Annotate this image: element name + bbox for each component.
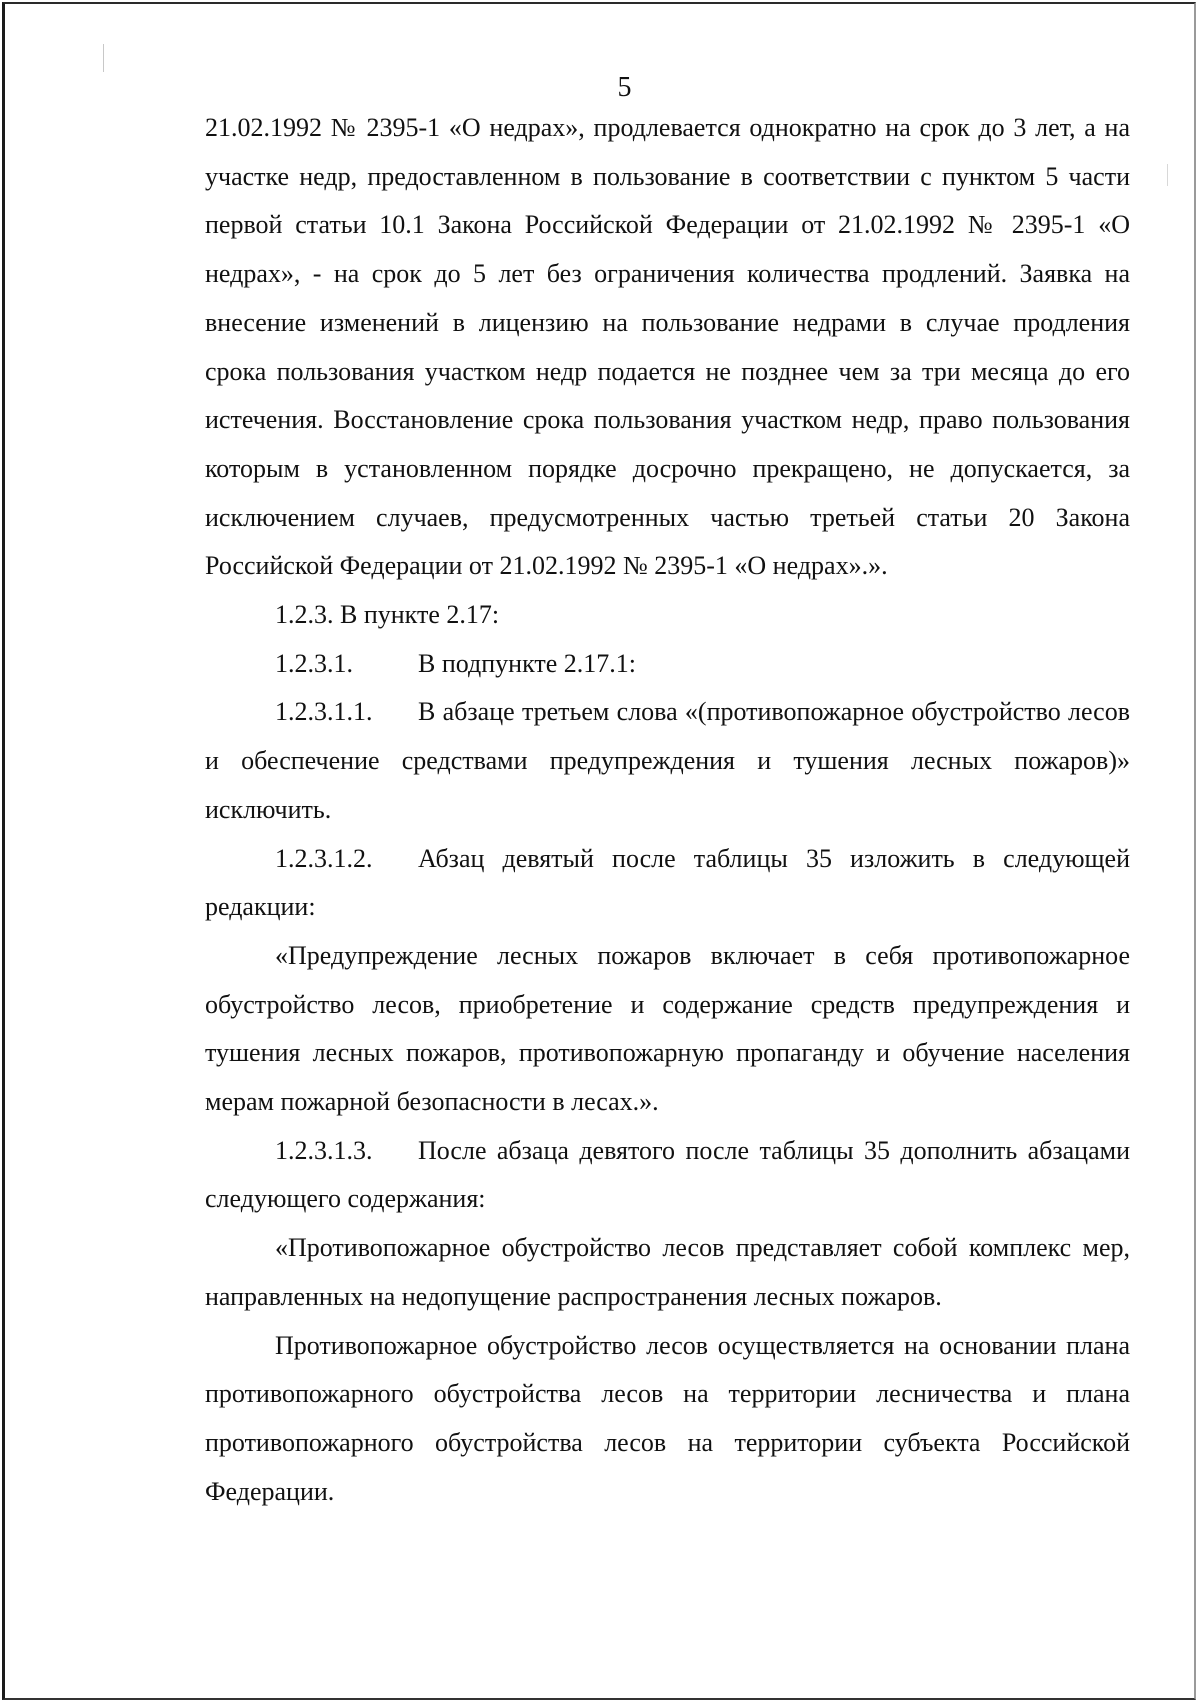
- scan-artifact: [1167, 164, 1168, 186]
- paragraph-quoted-text: «Противопожарное обустройство лесов представляет собой комплекс мер, направленных на недопущение распространения лесных пожаров.: [205, 1233, 1130, 1311]
- paragraph-body: Противопожарное обустройство лесов осуществляется на основании плана противопожарного обустройства лесов на территории лесничества и плана противопожарного обустройства лесов на территории субъекта Российской Федерации.: [205, 1330, 1130, 1506]
- item-text: После абзаца девятого после таблицы 35 дополнить абзацами следующего содержания:: [205, 1135, 1130, 1214]
- scan-artifact: [103, 44, 104, 72]
- paragraph-quoted-text: «Предупреждение лесных пожаров включает в себя противопожарное обустройство лесов, приобретение и содержание средств предупреждения и тушения лесных пожаров, противопожарную пропаганду и обучение населения мерам пожарной безопасности в лесах.».: [205, 940, 1130, 1117]
- paragraph-item-1-2-3-1-1: [205, 688, 1130, 834]
- page-number: 5: [617, 72, 632, 103]
- document-body: [205, 104, 1130, 1516]
- item-text: В абзаце третьем слова «(противопожарное обустройство лесов и обеспечение средствами предупреждения и тушения лесных пожаров)» исключить.: [205, 697, 1130, 824]
- paragraph-item-1-2-3-1: [205, 640, 1130, 689]
- item-number: 1.2.3.1.2.: [275, 843, 373, 873]
- item-number: 1.2.3.1.1.: [275, 697, 373, 727]
- item-number: 1.2.3.1.3.: [275, 1135, 373, 1165]
- paragraph-continuation: 21.02.1992 № 2395-1 «О недрах», продлевается однократно на срок до 3 лет, а на участке недр, предоставленном в пользование в соответствии с пунктом 5 части первой статьи 10.1 Закона Российской Федерации от 21.02.1992 № 2395-1 «О недрах», - на срок до 5 лет без ограничения количества продлений. Заявка на внесение изменений в лицензию на пользование недрами в случае продления срока пользования участком недр подается не позднее чем за три месяца до его истечения. Восстановление срока пользования участком недр, право пользования которым в установленном порядке досрочно прекращено, не допускается, за исключением случаев, предусмотренных частью третьей статьи 20 Закона Российской Федерации от 21.02.1992 № 2395-1 «О недрах».».: [205, 113, 1130, 581]
- item-number: 1.2.3.1.: [275, 648, 353, 678]
- paragraph-item-1-2-3-1-3: [205, 1127, 1130, 1224]
- paragraph-item-1-2-3-1-2: [205, 835, 1130, 932]
- document-page: [2, 2, 1196, 1700]
- paragraph-item-1-2-3: 1.2.3. В пункте 2.17:: [275, 600, 500, 630]
- item-text: В подпункте 2.17.1:: [418, 648, 636, 678]
- item-text: Абзац девятый после таблицы 35 изложить в следующей редакции:: [205, 843, 1130, 922]
